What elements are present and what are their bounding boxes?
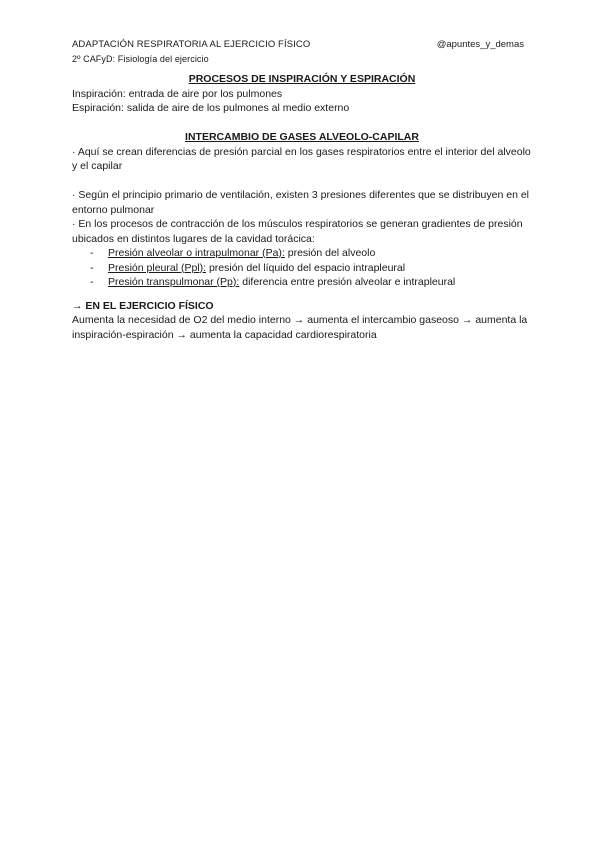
list-dash: - [90,247,94,259]
header-left [72,38,310,66]
pressure-list [72,246,532,290]
list-item [72,275,532,290]
section-title-ejercicio: → EN EL EJERCICIO FÍSICO [72,299,214,312]
author-handle: @apuntes_y_demas [436,39,524,50]
espiracion-line: Espiración: salida de aire de los pulmones al medio externo [72,102,350,114]
list-item [72,246,532,261]
spacer [72,290,532,299]
document-body [72,72,532,342]
pressure-desc: presión del líquido del espacio intrapleural [206,261,406,274]
list-dash: - [90,261,94,274]
pressure-term: Presión pleural (Ppl): [108,261,207,274]
document-title: ADAPTACIÓN RESPIRATORIA AL EJERCICIO FÍSICO [72,39,311,50]
inspiracion-line: Inspiración: entrada de aire por los pulmones [72,87,283,100]
section-title-inspiracion: PROCESOS DE INSPIRACIÓN Y ESPIRACIÓN [188,73,416,85]
document-subtitle: 2º CAFyD: Fisiología del ejercicio [72,54,209,64]
section-title-intercambio: INTERCAMBIO DE GASES ALVEOLO-CAPILAR [185,131,419,143]
pressure-desc: diferencia entre presión alveolar e intrapleural [239,276,456,288]
pressure-desc: presión del alveolo [284,247,376,259]
pressure-term: Presión transpulmonar (Pp): [108,276,240,288]
intercambio-paragraph-2: · Según el principio primario de ventilación, existen 3 presiones diferentes que se distribuyen en el entorno pulmonar [72,189,530,216]
pressure-term: Presión alveolar o intrapulmonar (Pa): [108,247,285,259]
intercambio-paragraph-1: · Aquí se crean diferencias de presión parcial en los gases respiratorios entre el interior del alveolo y el capilar [72,145,531,172]
list-dash: - [90,276,94,288]
spacer [72,116,532,131]
list-item [72,261,532,276]
spacer [72,174,532,189]
intercambio-paragraph-3: · En los procesos de contracción de los músculos respiratorios se generan gradientes de presión ubicados en distintos lugares de la cavidad torácica: [72,218,523,245]
ejercicio-paragraph: Aumenta la necesidad de O2 del medio interno → aumenta el intercambio gaseoso → aumenta la inspiración-espiración → aumenta la capacidad cardiorespiratoria [72,314,528,341]
